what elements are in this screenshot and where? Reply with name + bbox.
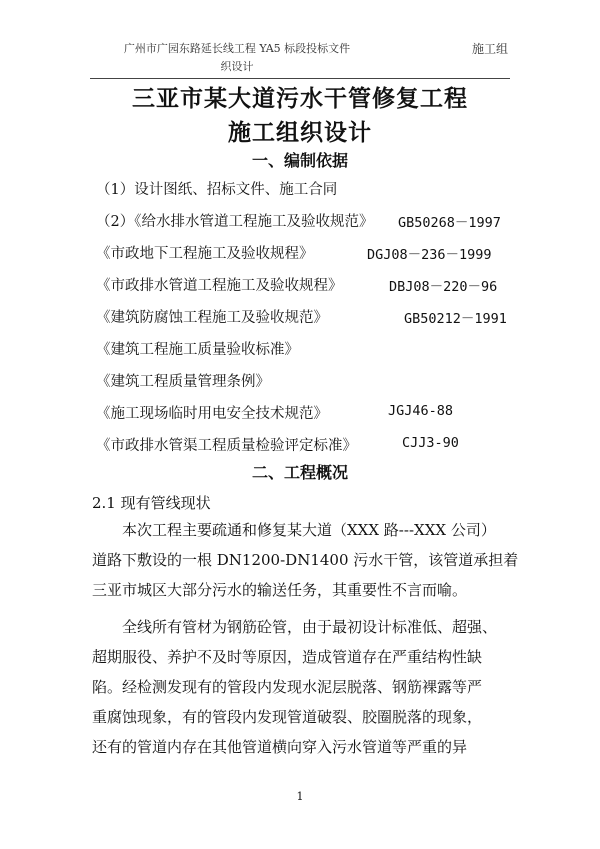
reference-item: 《市政地下工程施工及验收规程》 xyxy=(96,246,314,262)
reference-item: 《建筑工程施工质量验收标准》 xyxy=(96,342,299,358)
reference-code: CJJ3-90 xyxy=(402,435,459,451)
paragraph-line: 重腐蚀现象，有的管段内发现管道破裂、胶圈脱落的现象， xyxy=(92,708,483,726)
running-header-right: 施工组 xyxy=(471,42,508,56)
section1-heading: 一、编制依据 xyxy=(251,151,348,170)
paragraph-1 xyxy=(92,515,519,605)
paragraph-line: 本次工程主要疏通和修复某大道（XXX 路---XXX 公司） xyxy=(92,521,496,539)
paragraph-line: 超期服役、养护不及时等原因，造成管道存在严重结构性缺 xyxy=(92,648,483,666)
reference-item: 《建筑防腐蚀工程施工及验收规范》 xyxy=(96,310,328,326)
section2-heading: 二、工程概况 xyxy=(251,463,348,482)
paragraph-line: 全线所有管材为钢筋砼管，由于最初设计标准低、超强、 xyxy=(92,618,498,636)
reference-code: DBJ08－220－96 xyxy=(389,279,498,295)
subsection-heading: 2.1 现有管线现状 xyxy=(92,494,211,512)
reference-item: 《市政排水管道工程施工及验收规程》 xyxy=(96,278,343,294)
reference-item: （1）设计图纸、招标文件、施工合同 xyxy=(96,182,338,198)
reference-item: （2）《给水排水管道工程施工及验收规范》 xyxy=(96,214,374,230)
reference-code: GB50268－1997 xyxy=(398,215,501,231)
reference-code: DGJ08－236－1999 xyxy=(367,247,492,263)
reference-code: JGJ46-88 xyxy=(388,403,454,419)
reference-item: 《市政排水管渠工程质量检验评定标准》 xyxy=(96,438,357,454)
header-divider xyxy=(90,78,510,79)
header-left-line2: 织设计 xyxy=(220,60,254,73)
header-left-line1: 广州市广园东路延长线工程 YA5 标段投标文件 xyxy=(123,42,351,55)
running-header-left xyxy=(112,40,362,76)
paragraph-line: 三亚市城区大部分污水的输送任务，其重要性不言而喻。 xyxy=(92,581,468,599)
reference-code: GB50212－1991 xyxy=(404,311,507,327)
reference-item: 《施工现场临时用电安全技术规范》 xyxy=(96,406,328,422)
paragraph-line: 道路下敷设的一根 DN1200-DN1400 污水干管，该管道承担着 xyxy=(92,551,519,569)
paragraph-line: 还有的管道内存在其他管道横向穿入污水管道等严重的异 xyxy=(92,738,468,756)
paragraph-line: 陷。经检测发现有的管段内发现水泥层脱落、钢筋裸露等严 xyxy=(92,678,483,696)
reference-item: 《建筑工程质量管理条例》 xyxy=(96,374,270,390)
document-title-line2: 施工组织设计 xyxy=(228,119,372,146)
paragraph-2 xyxy=(92,612,512,762)
page-number: 1 xyxy=(296,790,304,803)
document-title-line1: 三亚市某大道污水干管修复工程 xyxy=(132,85,468,112)
